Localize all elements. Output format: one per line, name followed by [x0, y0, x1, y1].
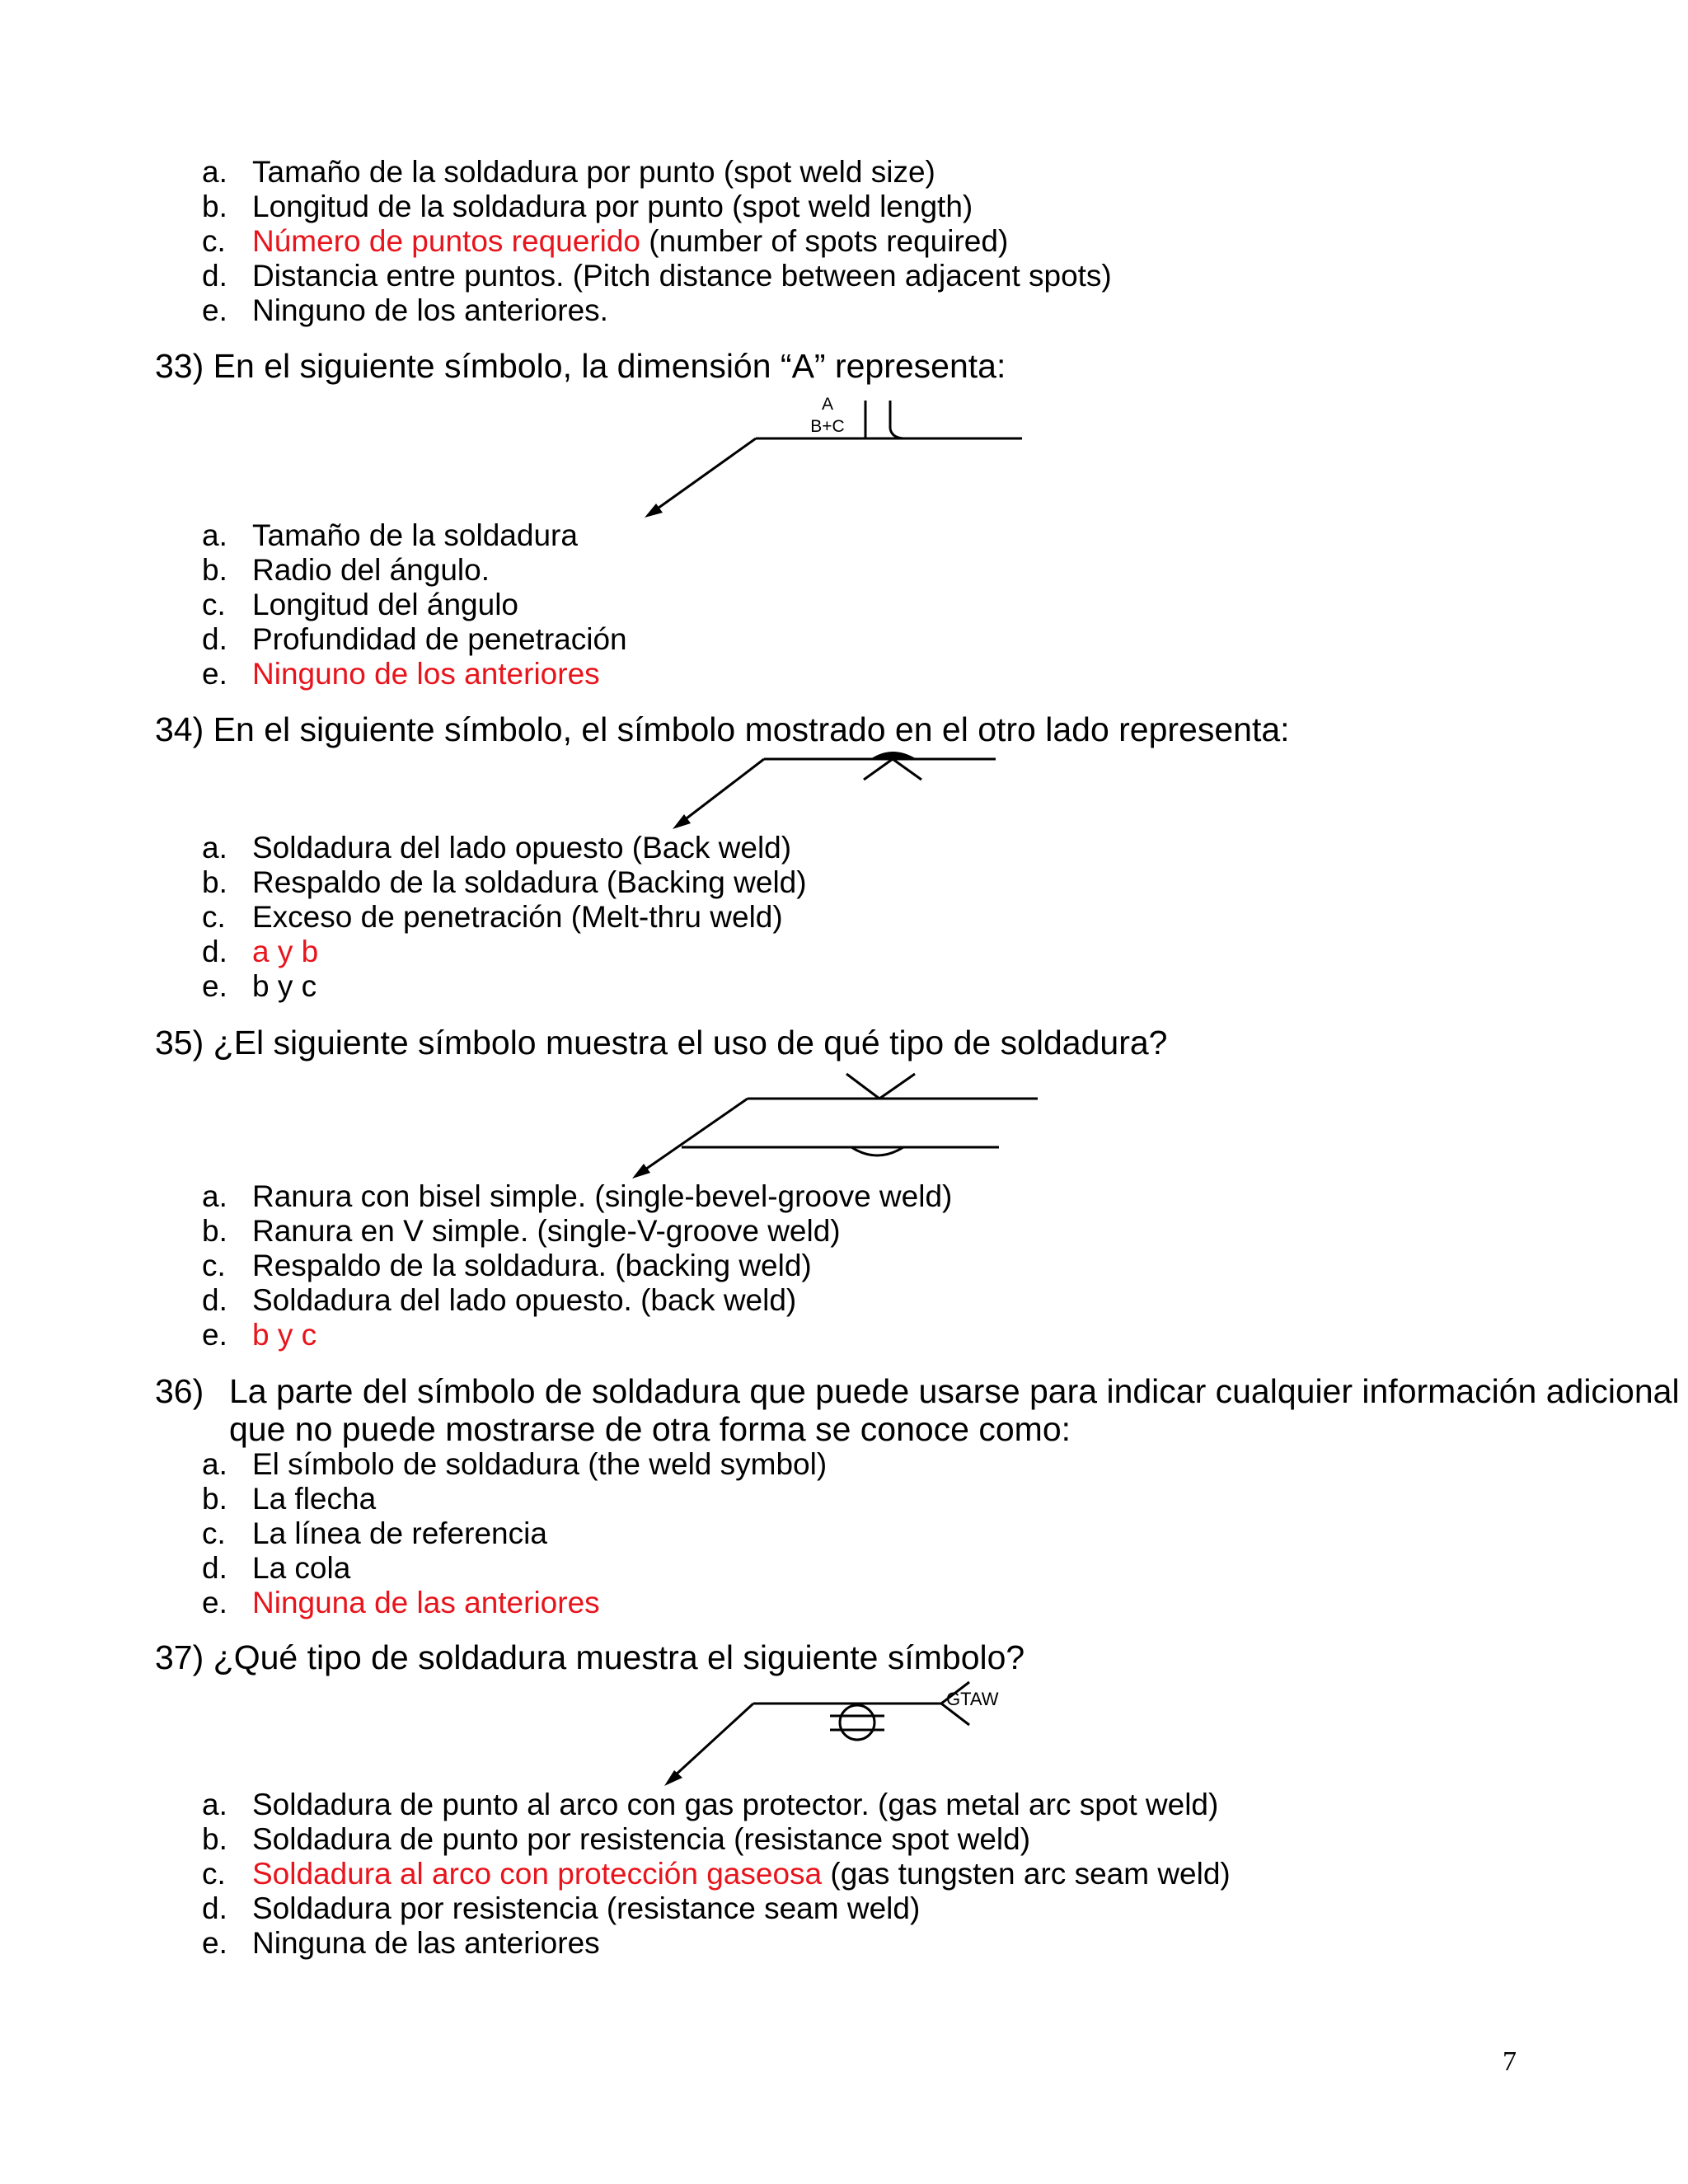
option-text-answer: Ninguno de los anteriores	[252, 657, 600, 691]
option-text: La cola	[252, 1551, 351, 1585]
option-letter: e.	[202, 657, 227, 691]
q36-number: 36)	[155, 1372, 204, 1410]
option-text: Soldadura del lado opuesto (Back weld)	[252, 831, 792, 865]
option-text: Tamaño de la soldadura por punto (spot weld size)	[252, 155, 935, 189]
option-text-answer: b y c	[252, 1318, 317, 1352]
option-letter: a.	[202, 155, 227, 189]
option-letter: d.	[202, 1551, 227, 1585]
option-text-answer: Número de puntos requerido	[252, 224, 641, 258]
option-item	[202, 1857, 1231, 1891]
option-letter: e.	[202, 1318, 227, 1352]
q34-question: 34) En el siguiente símbolo, el símbolo mostrado en el otro lado representa:	[155, 710, 1290, 748]
q37-question: 37) ¿Qué tipo de soldadura muestra el siguiente símbolo?	[155, 1638, 1025, 1676]
option-text: Radio del ángulo.	[252, 553, 490, 587]
option-letter: b.	[202, 553, 227, 587]
option-letter: a.	[202, 831, 227, 865]
q33-symbol-label-a: A	[821, 395, 834, 414]
q37-symbol-tail-text: GTAW	[946, 1689, 999, 1709]
option-text: Respaldo de la soldadura. (backing weld)	[252, 1249, 812, 1282]
option-text: Profundidad de penetración	[252, 622, 627, 656]
option-letter: c.	[202, 1516, 226, 1550]
option-text: La línea de referencia	[252, 1516, 547, 1550]
option-text: Soldadura del lado opuesto. (back weld)	[252, 1283, 797, 1317]
option-item	[202, 1891, 1231, 1926]
option-text: Ranura en V simple. (single-V-groove weld)	[252, 1214, 841, 1248]
option-letter: d.	[202, 1891, 227, 1925]
option-letter: d.	[202, 622, 227, 656]
q35-question: 35) ¿El siguiente símbolo muestra el uso de qué tipo de soldadura?	[155, 1024, 1168, 1062]
option-letter: a.	[202, 1179, 227, 1213]
option-letter: d.	[202, 259, 227, 293]
option-letter: c.	[202, 1249, 226, 1282]
option-text: Longitud del ángulo	[252, 588, 519, 621]
option-text-answer: Ninguna de las anteriores	[252, 1586, 600, 1619]
option-text: Soldadura de punto por resistencia (resistance spot weld)	[252, 1822, 1031, 1856]
option-text: Longitud de la soldadura por punto (spot weld length)	[252, 190, 973, 223]
option-text: b y c	[252, 969, 317, 1003]
option-text: El símbolo de soldadura (the weld symbol)	[252, 1447, 828, 1481]
q36-text: La parte del símbolo de soldadura que puede usarse para indicar cualquier información adicional que no puede mostrarse de otra forma se conoce como:	[229, 1372, 1680, 1448]
page-number: 7	[1503, 2046, 1517, 2077]
option-letter: c.	[202, 1857, 226, 1891]
option-letter: e.	[202, 1926, 227, 1960]
option-text: (gas tungsten arc seam weld)	[822, 1857, 1231, 1891]
option-letter: d.	[202, 1283, 227, 1317]
option-text: Soldadura por resistencia (resistance seam weld)	[252, 1891, 921, 1925]
option-letter: c.	[202, 588, 226, 621]
option-text: (number of spots required)	[640, 224, 1009, 258]
option-text: Respaldo de la soldadura (Backing weld)	[252, 865, 807, 899]
option-text: Ranura con bisel simple. (single-bevel-groove weld)	[252, 1179, 953, 1213]
option-letter: e.	[202, 1586, 227, 1619]
option-letter: b.	[202, 1214, 227, 1248]
option-letter: c.	[202, 224, 226, 258]
option-text-answer: Soldadura al arco con protección gaseosa	[252, 1857, 823, 1891]
option-item	[202, 1788, 1231, 1822]
option-letter: a.	[202, 1447, 227, 1481]
option-text: La flecha	[252, 1482, 377, 1516]
option-text: Exceso de penetración (Melt-thru weld)	[252, 900, 783, 934]
q33-question: 33) En el siguiente símbolo, la dimensión “A” representa:	[155, 347, 1006, 385]
option-text: Soldadura de punto al arco con gas protector. (gas metal arc spot weld)	[252, 1788, 1219, 1821]
q37-options	[202, 1788, 1231, 1961]
option-letter: d.	[202, 935, 227, 968]
option-letter: b.	[202, 865, 227, 899]
option-letter: b.	[202, 1822, 227, 1856]
option-text: Ninguno de los anteriores.	[252, 293, 608, 327]
option-letter: e.	[202, 969, 227, 1003]
q33-symbol-label-bc: B+C	[810, 417, 845, 436]
option-text: Ninguna de las anteriores	[252, 1926, 600, 1960]
option-letter: e.	[202, 293, 227, 327]
option-item	[202, 1822, 1231, 1857]
option-text-answer: a y b	[252, 935, 319, 968]
option-letter: c.	[202, 900, 226, 934]
option-letter: a.	[202, 518, 227, 552]
option-letter: b.	[202, 190, 227, 223]
option-text: Distancia entre puntos. (Pitch distance between adjacent spots)	[252, 259, 1112, 293]
option-text: Tamaño de la soldadura	[252, 518, 578, 552]
option-letter: a.	[202, 1788, 227, 1821]
option-letter: b.	[202, 1482, 227, 1516]
option-item	[202, 1926, 1231, 1961]
